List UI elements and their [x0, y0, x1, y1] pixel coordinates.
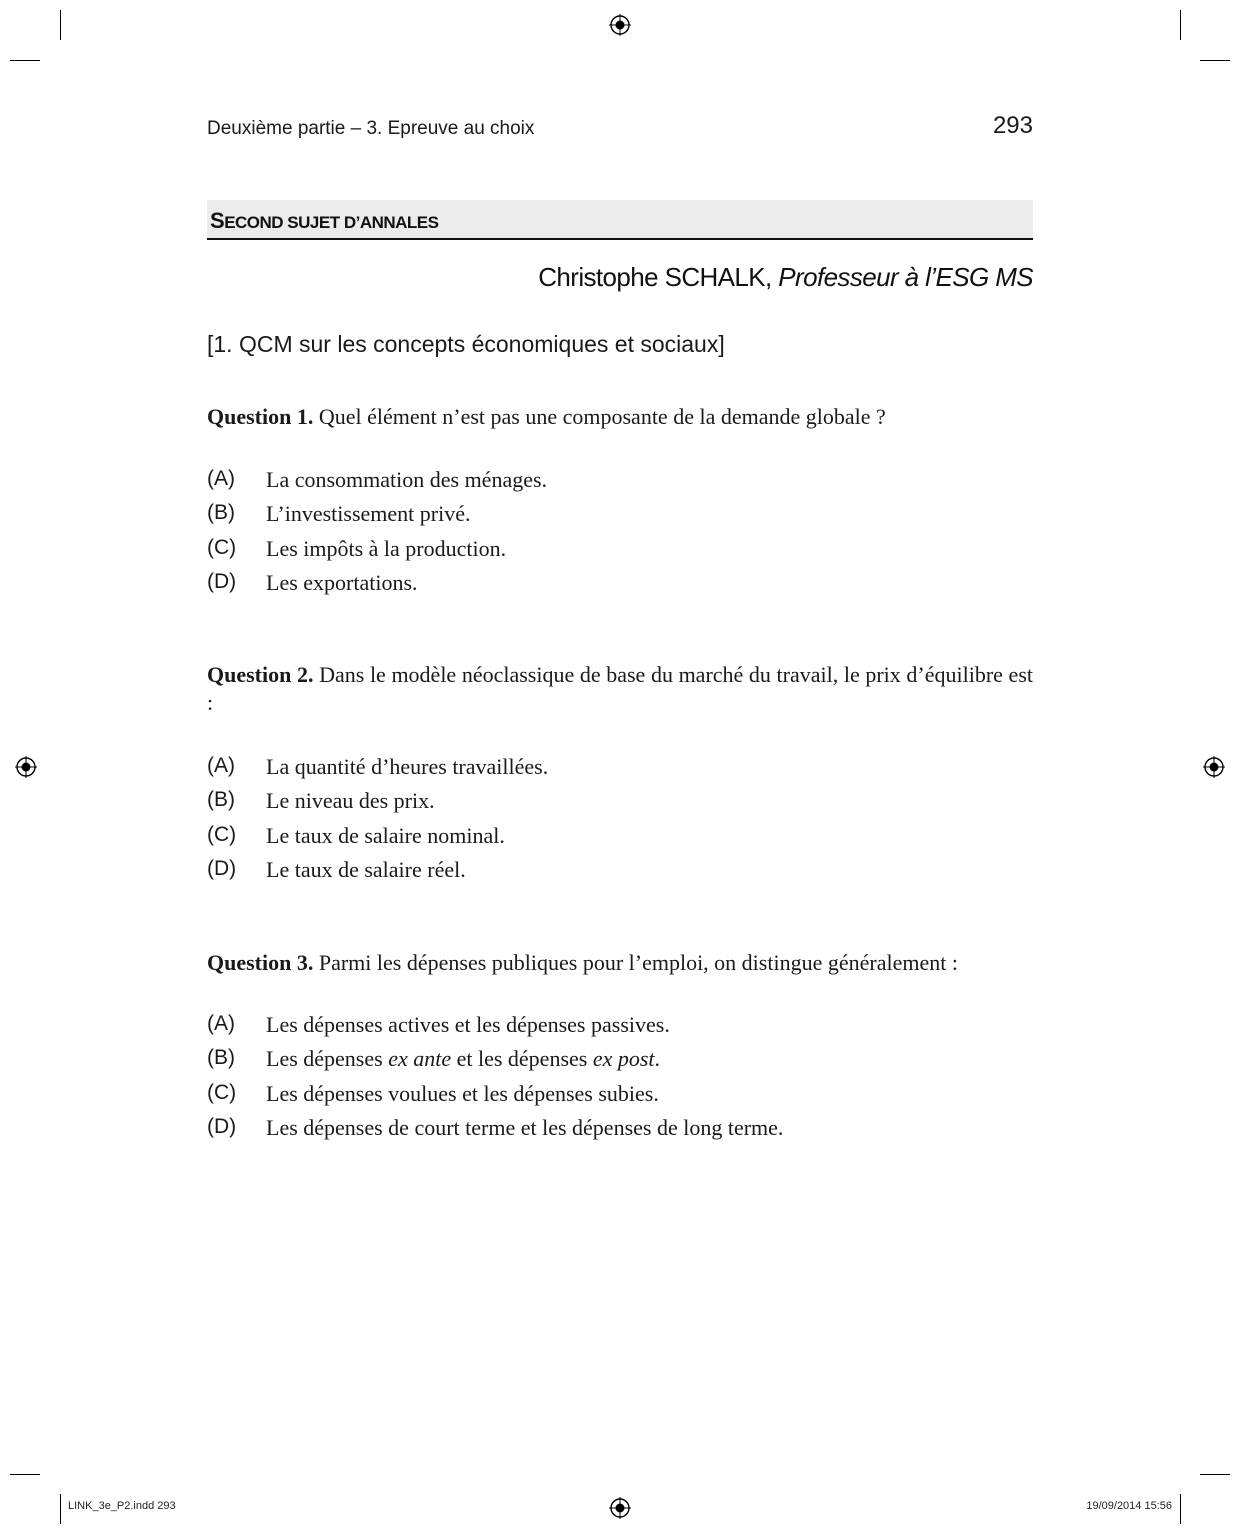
crop-mark-icon	[1180, 10, 1181, 40]
option-d	[207, 1115, 1033, 1149]
section-title	[210, 208, 439, 234]
question-3-options	[207, 1012, 1033, 1149]
option-text: Les dépenses actives et les dépenses passives.	[266, 1012, 670, 1037]
option-text	[266, 1046, 660, 1072]
option-letter: (D)	[207, 856, 237, 880]
section-title-initial: S	[210, 208, 225, 233]
option-text: L’investissement privé.	[266, 501, 471, 527]
option-b	[207, 501, 1033, 535]
option-text: Le taux de salaire nominal.	[266, 822, 505, 848]
section-title-rest: ECOND SUJET D’ANNALES	[224, 213, 439, 232]
option-a	[207, 1012, 1033, 1046]
question-label: Question 1.	[207, 404, 314, 429]
option-b	[207, 1046, 1033, 1080]
option-letter: (A)	[207, 754, 235, 777]
option-d	[207, 570, 1033, 604]
question-text: Dans le modèle néoclassique de base du marché du travail, le prix d’équilibre est :	[207, 662, 1033, 715]
option-text: La consommation des ménages.	[266, 467, 548, 492]
registration-mark-icon	[609, 1497, 631, 1519]
author-line	[538, 262, 1033, 293]
option-b	[207, 788, 1033, 822]
option-text: Les dépenses voulues et les dépenses subies.	[266, 1080, 659, 1106]
option-text: La quantité d’heures travaillées.	[266, 754, 549, 779]
option-letter: (C)	[207, 535, 237, 559]
question-text: Parmi les dépenses publiques pour l’emploi, on distingue généralement :	[318, 950, 958, 975]
question-2-options	[207, 754, 1033, 891]
option-letter: (B)	[207, 501, 235, 525]
question-label: Question 2.	[207, 662, 314, 687]
option-c	[207, 1081, 1033, 1115]
option-text: Les impôts à la production.	[266, 535, 507, 561]
registration-mark-icon	[15, 756, 37, 778]
option-text-italic: ex ante	[388, 1046, 452, 1072]
question-1	[207, 403, 1033, 431]
author-role: Professeur à l’ESG MS	[778, 262, 1033, 292]
registration-mark-icon	[1203, 756, 1225, 778]
footer-date-slug: 19/09/2014 15:56	[1086, 1500, 1172, 1512]
option-letter: (C)	[207, 822, 237, 846]
running-head	[207, 112, 1033, 140]
question-3	[207, 949, 1033, 977]
crop-mark-icon	[60, 10, 61, 40]
author-name: Christophe SCHALK,	[538, 262, 772, 292]
part-heading: [1. QCM sur les concepts économiques et sociaux]	[207, 331, 725, 357]
option-text: Le niveau des prix.	[266, 788, 435, 814]
crop-mark-icon	[10, 1474, 40, 1475]
crop-mark-icon	[60, 1494, 61, 1524]
crop-mark-icon	[1200, 1474, 1230, 1475]
footer-file-slug: LINK_3e_P2.indd 293	[68, 1500, 176, 1512]
option-text-part: Les dépenses	[266, 1046, 389, 1072]
crop-mark-icon	[1180, 1494, 1181, 1524]
question-label: Question 3.	[207, 950, 314, 975]
option-text: Les exportations.	[266, 569, 418, 595]
option-a	[207, 754, 1033, 788]
option-text-part: et les dépenses	[451, 1046, 593, 1072]
option-letter: (B)	[207, 1046, 235, 1070]
option-letter: (B)	[207, 788, 235, 812]
crop-mark-icon	[1200, 60, 1230, 61]
option-letter: (D)	[207, 569, 237, 593]
question-1-options	[207, 467, 1033, 604]
option-d	[207, 857, 1033, 891]
question-text: Quel élément n’est pas une composante de la demande globale ?	[318, 404, 886, 429]
option-letter: (D)	[207, 1114, 237, 1138]
option-c	[207, 536, 1033, 570]
section-title-bar	[207, 200, 1033, 240]
page-number: 293	[992, 112, 1033, 139]
question-2	[207, 661, 1033, 717]
option-text-part: .	[654, 1046, 661, 1072]
option-letter: (C)	[207, 1080, 237, 1104]
crop-mark-icon	[10, 60, 40, 61]
registration-mark-icon	[609, 14, 631, 36]
option-text: Le taux de salaire réel.	[266, 856, 466, 882]
option-text-italic: ex post	[592, 1046, 655, 1072]
option-a	[207, 467, 1033, 501]
running-head-text: Deuxième partie – 3. Epreuve au choix	[207, 118, 535, 139]
option-c	[207, 823, 1033, 857]
option-letter: (A)	[207, 1012, 235, 1035]
option-text: Les dépenses de court terme et les dépenses de long terme.	[266, 1114, 784, 1140]
option-letter: (A)	[207, 467, 235, 490]
